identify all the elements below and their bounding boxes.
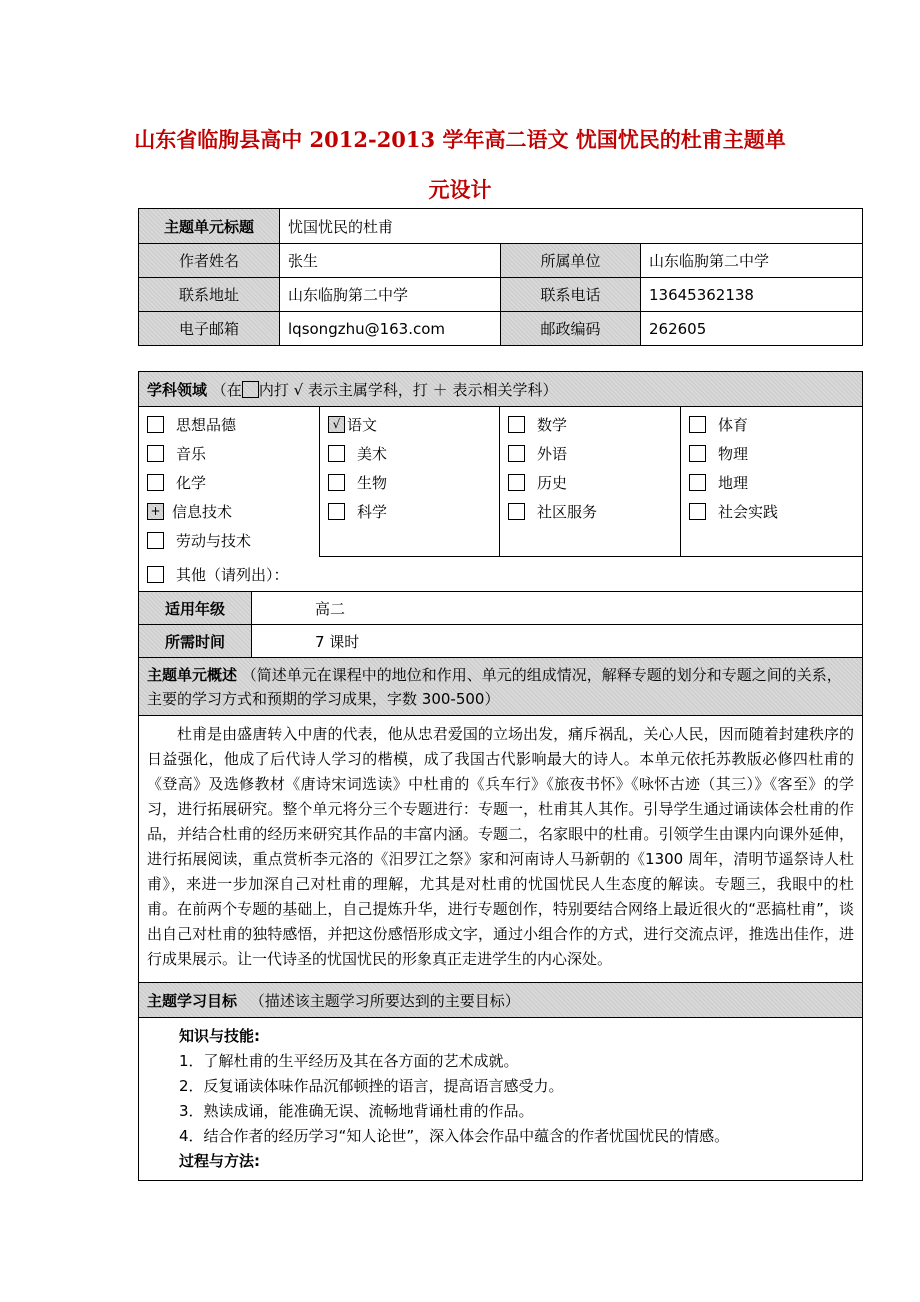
subject-name: 体育	[718, 416, 749, 434]
overview-text: 杜甫是由盛唐转入中唐的代表，他从忠君爱国的立场出发，痛斥祸乱，关心人民，因而随着封建秩序的日益强化，他成了后代诗人学习的楷模，成了我国古代影响最大的诗人。本单元依托苏教版必修四杜甫的《登高》及选修教材《唐诗宋词选读》中杜甫的《兵车行》《旅夜书怀》《咏怀古迹（其三）》《客至》的学习，进行拓展研究。整个单元将分三个专题进行：专题一，杜甫其人其作。引导学生通过诵读体会杜甫的作品，并结合杜甫的经历来研究其作品的丰富内涵。专题二，名家眼中的杜甫。引领学生由课内向课外延伸，进行拓展阅读，重点赏析李元洛的《汨罗江之祭》家和河南诗人马新朝的《1300 周年，清明节遥祭诗人杜甫》，来进一步加深自己对杜甫的理解，尤其是对杜甫的忧国忧民人生态度的解读。专题三，我眼中的杜甫。在前两个专题的基础上，自己提炼升华，进行专题创作，特别要结合网络上最近很火的“恶搞杜甫”，谈出自己对杜甫的独特感悟，并把这份感悟形成文字，通过小组合作的方式，进行交流点评，推选出佳作，进行成果展示。让一代诗圣的忧国忧民的形象真正走进学生的内心深处。	[147, 725, 855, 968]
subjects-header-note-pre: （在	[211, 380, 242, 399]
main-table	[138, 371, 863, 1181]
checkbox-icon[interactable]	[328, 445, 345, 462]
subject-name: 劳动与技术	[176, 532, 252, 550]
goal-item: 2．反复诵读体味作品沉郁顿挫的语言，提高语言感受力。	[179, 1077, 564, 1095]
subject-item[interactable]	[139, 439, 319, 468]
checkbox-icon[interactable]	[508, 416, 525, 433]
subject-item[interactable]	[681, 439, 862, 468]
checkbox-icon[interactable]	[508, 503, 525, 520]
subject-item[interactable]	[500, 468, 680, 497]
subject-name: 社区服务	[537, 503, 598, 521]
subject-name: 科学	[357, 503, 388, 521]
checkbox-icon[interactable]	[508, 445, 525, 462]
subject-item[interactable]	[139, 468, 319, 497]
overview-label: 主题单元概述	[147, 665, 238, 684]
subject-name: 物理	[718, 445, 749, 463]
goal-item: 4．结合作者的经历学习“知人论世”，深入体会作品中蕴含的作者忧国忧民的情感。	[179, 1127, 730, 1145]
postcode-label: 邮政编码	[501, 312, 641, 346]
subject-name: 语文	[347, 416, 378, 434]
subject-item[interactable]	[681, 497, 862, 526]
goals-label: 主题学习目标	[147, 991, 238, 1010]
subject-column-3	[500, 407, 681, 557]
checkbox-icon[interactable]	[147, 474, 164, 491]
subjects-header-label: 学科领域	[147, 380, 208, 399]
email-label: 电子邮箱	[139, 312, 280, 346]
checkbox-icon[interactable]	[689, 503, 706, 520]
checkbox-icon[interactable]	[689, 474, 706, 491]
grade-value: 高二	[252, 592, 863, 625]
checkbox-icon[interactable]	[147, 532, 164, 549]
checkbox-icon[interactable]	[147, 416, 164, 433]
checkbox-icon[interactable]	[147, 566, 164, 583]
checkbox-icon[interactable]	[328, 474, 345, 491]
subject-item[interactable]	[139, 526, 319, 555]
subject-item[interactable]	[500, 497, 680, 526]
checkbox-icon[interactable]	[147, 445, 164, 462]
overview-body	[139, 716, 863, 983]
subject-other[interactable]	[139, 560, 862, 589]
subject-column-4	[681, 407, 863, 557]
subject-item[interactable]	[500, 439, 680, 468]
phone-label: 联系电话	[501, 278, 641, 312]
subject-name: 数学	[537, 416, 568, 434]
subject-column-2	[320, 407, 500, 557]
subject-name: 美术	[357, 445, 388, 463]
goals-note: （描述该主题学习所要达到的主要目标）	[249, 991, 520, 1010]
knowledge-title: 知识与技能:	[179, 1027, 260, 1045]
time-value: 7 课时	[252, 625, 863, 658]
page-title-line2: 元设计	[428, 177, 492, 202]
subject-item[interactable]	[139, 497, 319, 526]
subject-name: 信息技术	[172, 503, 233, 521]
subject-item[interactable]	[320, 468, 499, 497]
info-table	[138, 208, 863, 346]
subject-item[interactable]	[139, 410, 319, 439]
subjects-header	[139, 372, 863, 407]
page-title-line1: 山东省临朐县高中 2012-2013 学年高二语文 忧国忧民的杜甫主题单	[134, 127, 786, 152]
subject-item[interactable]	[681, 468, 862, 497]
overview-header	[139, 658, 863, 716]
phone-value: 13645362138	[641, 278, 863, 312]
overview-note: （简述单元在课程中的地位和作用、单元的组成情况，解释专题的划分和专题之间的关系，主要的学习方式和预期的学习成果，字数 300-500）	[147, 665, 842, 708]
grade-label: 适用年级	[139, 592, 252, 625]
address-label: 联系地址	[139, 278, 280, 312]
subject-other-cell	[139, 557, 863, 592]
subject-name: 音乐	[176, 445, 207, 463]
author-value: 张生	[280, 244, 501, 278]
postcode-value: 262605	[641, 312, 863, 346]
subject-name: 生物	[357, 474, 388, 492]
email-value: lqsongzhu@163.com	[280, 312, 501, 346]
subject-name: 历史	[537, 474, 568, 492]
checkbox-check-icon[interactable]: √	[328, 416, 345, 433]
subject-other-label: 其他（请列出）：	[176, 565, 289, 584]
goals-body	[139, 1018, 863, 1181]
subject-name: 化学	[176, 474, 207, 492]
theme-label: 主题单元标题	[139, 209, 280, 244]
goal-item: 1．了解杜甫的生平经历及其在各方面的艺术成就。	[179, 1052, 519, 1070]
subject-name: 外语	[537, 445, 568, 463]
checkbox-sample-icon	[242, 381, 259, 398]
author-label: 作者姓名	[139, 244, 280, 278]
checkbox-icon[interactable]	[689, 416, 706, 433]
goal-item: 3．熟读成诵，能准确无误、流畅地背诵杜甫的作品。	[179, 1102, 534, 1120]
subject-column-1	[139, 407, 320, 557]
subject-item[interactable]	[500, 410, 680, 439]
checkbox-icon[interactable]	[328, 503, 345, 520]
checkbox-plus-icon[interactable]: +	[147, 503, 164, 520]
subject-item[interactable]	[320, 497, 499, 526]
subject-name: 地理	[718, 474, 749, 492]
checkbox-icon[interactable]	[508, 474, 525, 491]
goals-header	[139, 983, 863, 1018]
subject-item[interactable]	[681, 410, 862, 439]
unit-label: 所属单位	[501, 244, 641, 278]
subject-name: 社会实践	[718, 503, 779, 521]
time-label: 所需时间	[139, 625, 252, 658]
subjects-header-note-post: 内打 √ 表示主属学科，打 ＋ 表示相关学科）	[258, 380, 558, 399]
process-title: 过程与方法:	[179, 1152, 260, 1170]
unit-value: 山东临朐第二中学	[641, 244, 863, 278]
subject-name: 思想品德	[176, 416, 237, 434]
subject-item[interactable]	[320, 410, 499, 439]
theme-value: 忧国忧民的杜甫	[280, 209, 863, 244]
checkbox-icon[interactable]	[689, 445, 706, 462]
subject-item[interactable]	[320, 439, 499, 468]
address-value: 山东临朐第二中学	[280, 278, 501, 312]
